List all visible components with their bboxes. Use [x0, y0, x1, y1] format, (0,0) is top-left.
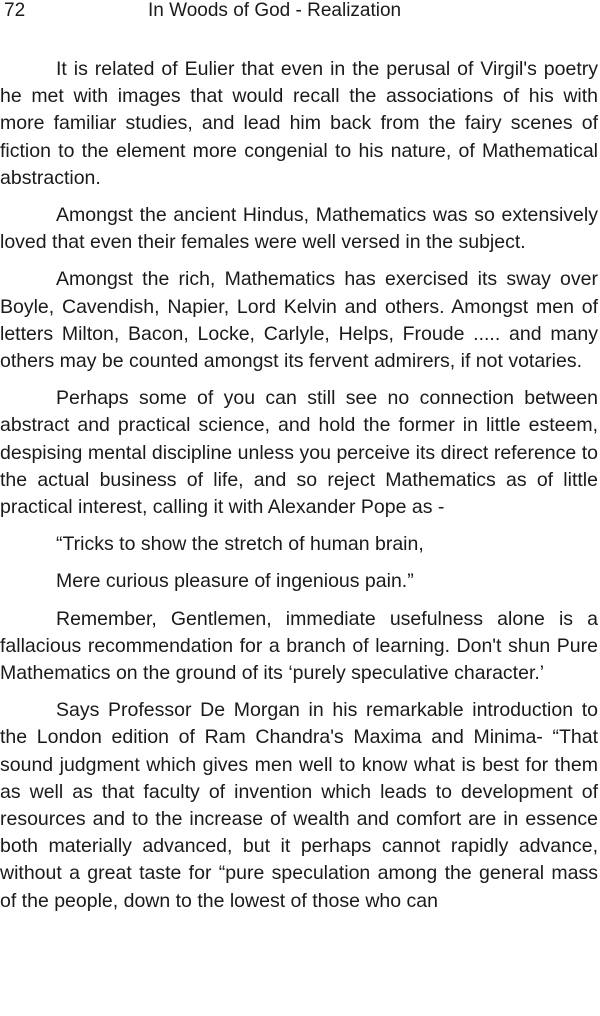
paragraph-hindus: Amongst the ancient Hindus, Mathematics was so extensively loved that even their females were well versed in the subject. — [0, 204, 598, 254]
running-header — [0, 0, 600, 24]
paragraph-usefulness: Remember, Gentlemen, immediate usefulness alone is a fallacious recommendation for a branch of learning. Don't shun Pure Mathematics on the ground of its ‘purely speculative character.’ — [0, 607, 598, 685]
verse-line-1: “Tricks to show the stretch of human brain, — [56, 533, 424, 556]
paragraph-admirers: Amongst the rich, Mathematics has exercised its sway over Boyle, Cavendish, Napier, Lord Kelvin and others. Amongst men of letters Milton, Bacon, Locke, Carlyle, Helps, Froude ..... and many others may be counted amongst its fervent admirers, if not votaries. — [0, 268, 598, 373]
paragraph-eulier: It is related of Eulier that even in the perusal of Virgil's poetry he met with images that would recall the associations of his with more familiar studies, and lead him back from the fairy scenes of fiction to the element more congenial to his nature, of Mathematical abstraction. — [0, 58, 598, 189]
body-text — [0, 56, 598, 925]
paragraph-practical-science: Perhaps some of you can still see no connection between abstract and practical science, and hold the former in little esteem, despising mental discipline unless you perceive its direct reference to the actual business of life, and so reject Mathematics as of little practical interest, calling it with Alexander Pope as - — [0, 387, 598, 519]
paragraph-de-morgan: Says Professor De Morgan in his remarkable introduction to the London edition of Ram Chandra's Maxima and Minima- “That sound judgment which gives men well to know what is best for them as well as that faculty of invention which leads to development of resources and to the increase of wealth and comfort are in essence both materially advanced, but it perhaps cannot rapidly advance, without a great taste for “pure speculation among the general mass of the people, down to the lowest of those who can — [0, 699, 598, 912]
running-title: In Woods of God - Realization — [148, 0, 402, 21]
page-number: 72 — [4, 0, 26, 21]
verse-line-2: Mere curious pleasure of ingenious pain.” — [56, 570, 414, 593]
